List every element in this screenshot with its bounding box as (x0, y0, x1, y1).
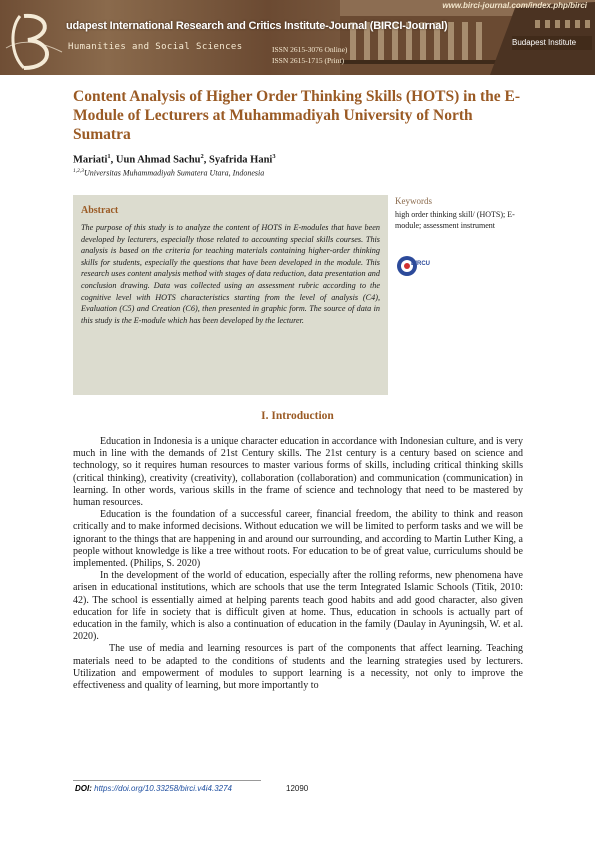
body-paragraph: Education is the foundation of a successful career, financial freedom, the ability to think and reason critically and to make informed decisions. Without education we will be limited to perform tasks and we will be ignorant to the things that are happening in and around our surrounding, and according to Martin Luther King, a people without knowledge is like a tree without roots. For education to be of great value, curriculums should be implemented. (Philips, S. 2020) (73, 509, 523, 570)
author-separator: , (203, 154, 210, 166)
journal-subtitle: Humanities and Social Sciences (68, 42, 243, 52)
author-sup: 3 (272, 153, 276, 160)
abstract-box (73, 195, 388, 395)
affiliation-text: Universitas Muhammadiyah Sumatera Utara, Indonesia (84, 168, 265, 178)
footer-rule (73, 780, 261, 781)
author-sup: 2 (200, 153, 204, 160)
body-paragraph: Education in Indonesia is a unique character education in accordance with Indonesian culture, and is very much in line with the demands of 21st Century skills. The 21st century is a century based on science and technology, so it requires human resources to master various forms of skills, including critical thinking skills (critical thinking), creativity (creativity), collaboration (collaboration) and communication (communication) in learning. In other words, various skills in the frame of science and technology that need to be mastered by human resources. (73, 436, 523, 509)
keywords-panel (395, 196, 530, 267)
birci-logo-icon (2, 8, 68, 74)
author-separator: , (110, 154, 116, 166)
abstract-heading: Abstract (81, 205, 119, 216)
abstract-text: The purpose of this study is to analyze the content of HOTS in E-modules that have been developed by lecturers, especially those related to accounting special skills courses. This analysis is based on the criteria for teaching materials containing higher-order thinking skills for students, especially the questions that have been developed in the module. This research uses content analysis method with stages of data reduction, data presentation and conclusion drawing. Data was collected using an assessment rubric according to the cognitive level with HOTS characteristics starting from the level of analysis (C4), Evaluation (C5) and Creation (C6), then presented in graphic form. The source of data in this study is the E-module which has been developed by the lecturer. (81, 223, 380, 325)
institute-label: Budapest Institute (512, 38, 577, 47)
doi-link[interactable]: https://doi.org/10.33258/birci.v4i4.3274 (94, 784, 232, 793)
issn-online: ISSN 2615-3076 Online) (272, 45, 348, 54)
journal-name: udapest International Research and Critics Institute-Journal (BIRCI-Journal) (66, 20, 448, 32)
keywords-heading: Keywords (395, 196, 432, 206)
author-name: Uun Ahmad Sachu (115, 154, 201, 166)
journal-banner (0, 0, 595, 75)
affiliation-sup: 1,2,3 (73, 168, 84, 174)
paper-title: Content Analysis of Higher Order Thinking Skills (HOTS) in the E-Module of Lecturers at Muhammadiyah University of North Sumatra (73, 88, 521, 143)
doi-line (75, 784, 232, 793)
body-paragraph: The use of media and learning resources is part of the components that affect learning. Teaching materials need to be adapted to the conditions of students and the learning strategies used by lecturers. Utilization and empowerment of modules to support learning is a necessity, not only to improve the effectiveness and quality of learning, but more importantly to (73, 643, 523, 692)
page-number: 12090 (286, 784, 309, 793)
author-name: Mariati (73, 154, 108, 166)
doi-label: DOI: (75, 784, 92, 793)
author-list (73, 153, 276, 166)
body-text (73, 436, 523, 692)
section-heading: I. Introduction (261, 410, 334, 422)
birci-badge-icon (395, 254, 435, 278)
badge-label: BIRCU (411, 261, 430, 267)
keywords-text: high order thinking skill/ (HOTS); E-module; assessment instrument (395, 210, 515, 230)
journal-url[interactable]: www.birci-journal.com/index.php/birci (442, 1, 587, 10)
affiliation (73, 168, 264, 178)
author-name: Syafrida Hani (209, 154, 273, 166)
body-paragraph: In the development of the world of education, especially after the rolling reforms, new phenomena have arisen in educational institutions, which are schools that use the term Integrated Islamic Schools (Titik, 2010: 42). The school is essentially aimed at helping parents teach good habits and add good character, also given education for life in society that is difficult given at home. Thus, education in schools is actually part of education in the family, which is also a continuation of education in the family (Daulay in Ayuningsih, W. et al. 2020). (73, 570, 523, 643)
issn-print: ISSN 2615-1715 (Print) (272, 56, 345, 65)
author-sup: 1 (107, 153, 111, 160)
